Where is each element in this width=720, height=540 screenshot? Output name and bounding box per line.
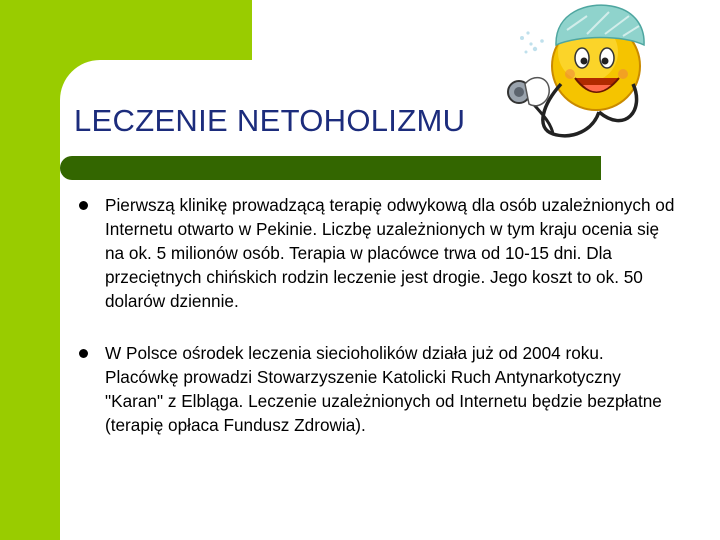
bullet-list (76, 193, 676, 437)
bullet-dot-icon (79, 201, 88, 210)
bullet-text-2: W Polsce ośrodek leczenia siecioholików działa już od 2004 roku. Placówkę prowadzi Stowarzyszenie Katolicki Ruch Antynarkotyczny "Karan" z Elbląga. Leczenie uzależnionych od Internetu będzie bezpłatne (terapię opłaca Fundusz Zdrowia). (105, 343, 662, 435)
bullet-item-2 (76, 341, 676, 437)
bullet-dot-icon (79, 349, 88, 358)
doctor-smiley-with-stethoscope-icon (495, 0, 655, 145)
slide-title: LECZENIE NETOHOLIZMU (74, 103, 466, 138)
bullet-item-1 (76, 193, 676, 313)
title-underline-bar (60, 156, 601, 180)
bullet-text-1: Pierwszą klinikę prowadzącą terapię odwykową dla osób uzależnionych od Internetu otwarto w Pekinie. Liczbę uzależnionych w tym kraju ocenia się na ok. 5 milionów osób. Terapia w placówce trwa od 10-15 dni. Dla przeciętnych chińskich rodzin leczenie jest drogie. Jego koszt to ok. 50 dolarów dziennie. (105, 195, 675, 311)
